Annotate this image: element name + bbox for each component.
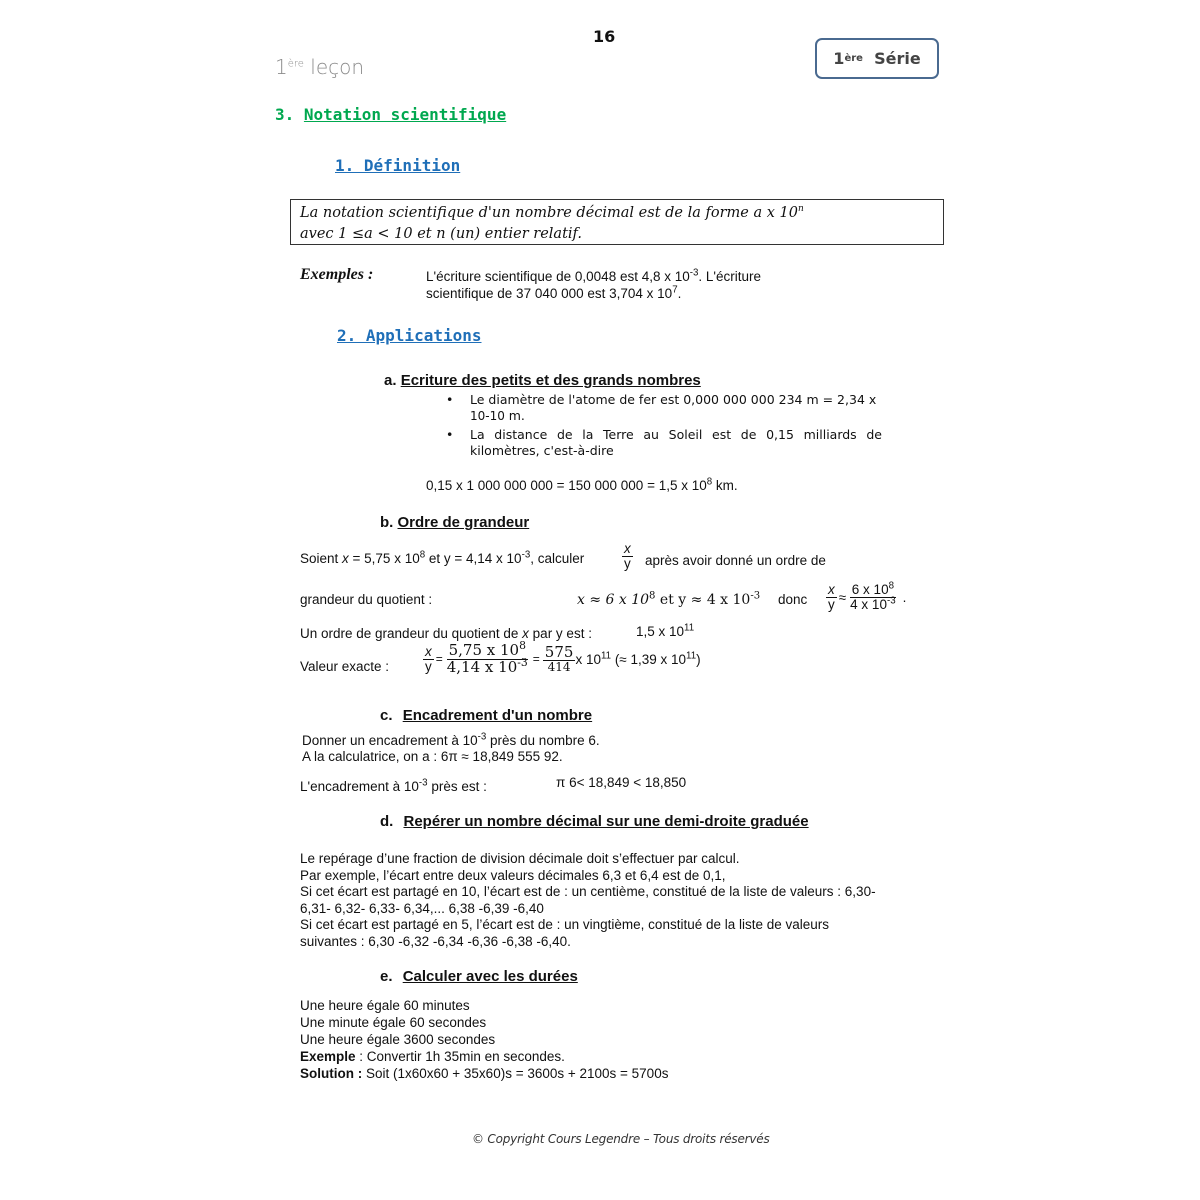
ex-sup: -3: [689, 267, 699, 279]
ex-text: scientifique de 37 040 000 est 3,704 x 10: [426, 286, 673, 301]
calc-line: [426, 478, 738, 493]
denominator: 4 x 10: [850, 597, 887, 613]
numerator: 575: [544, 642, 574, 661]
c-line-2: A la calculatrice, on a : 6π ≈ 18,849 555 92.: [302, 749, 563, 764]
donc-word: donc: [778, 592, 808, 607]
e-line: Une minute égale 60 secondes: [300, 1015, 487, 1030]
tail-text: ): [696, 651, 701, 667]
bullet-text: Le diamètre de l'atome de fer est 0,000 000 000 234 m = 2,34 x: [470, 392, 877, 407]
bullet-list: [446, 392, 882, 462]
subsection-e-heading: [380, 968, 578, 985]
equals: =: [435, 652, 443, 667]
subsection-title: Ecriture des petits et des grands nombres: [400, 372, 701, 389]
b-text: par y est :: [528, 626, 592, 641]
ex-text: .: [677, 286, 682, 301]
c-text: [302, 733, 600, 765]
subsection-letter: a.: [384, 372, 401, 389]
exact-value-label: Valeur exacte :: [300, 659, 390, 674]
lesson-word: leçon: [303, 55, 365, 79]
lesson-number: 1: [275, 55, 288, 79]
d-paragraph: [300, 851, 930, 950]
solution-text: Soit (1x60x60 + 35x60)s = 3600s + 2100s = 5700s: [362, 1066, 669, 1081]
b-text: et y = 4,14 x 10: [425, 551, 522, 566]
fraction: [848, 580, 897, 613]
e-solution-line: [300, 1065, 930, 1082]
page-number: 16: [593, 27, 616, 46]
equals: =: [532, 652, 540, 667]
bullet-text: 10-10: [470, 409, 509, 423]
order-of-magnitude-value: [636, 624, 694, 639]
subsection-title: Repérer un nombre décimal sur une demi-droite graduée: [403, 813, 809, 830]
d-line: suivantes : 6,30 -6,32 -6,34 -6,36 -6,38 -6,40.: [300, 933, 571, 949]
denominator: 414: [547, 660, 571, 675]
sup: 11: [684, 622, 695, 634]
period: .: [902, 590, 907, 606]
example-line-2: [426, 285, 761, 302]
sup: 8: [519, 639, 526, 652]
bullet-item: [446, 392, 882, 424]
encadrement-value: π 6< 18,849 < 18,850: [556, 775, 687, 790]
approx-values: [577, 592, 760, 608]
ex-text: . L'écriture: [698, 269, 762, 284]
numerator: x: [624, 541, 631, 556]
c-text: L'encadrement à 10: [300, 779, 419, 794]
b-text: = 5,75 x 10: [348, 551, 420, 566]
e-line: Une heure égale 3600 secondes: [300, 1032, 496, 1047]
approx-quotient: [826, 580, 907, 613]
definition-line-1: [300, 203, 943, 224]
sup: -3: [477, 731, 487, 743]
fraction-x-y: [622, 542, 633, 571]
b-var: x: [522, 626, 529, 641]
numerator: x: [828, 582, 835, 597]
subsection-letter: b.: [380, 514, 398, 531]
b-text: Un ordre de grandeur du quotient de: [300, 626, 523, 641]
subsection-title: Encadrement d'un nombre: [402, 707, 593, 724]
ex-sup: 7: [672, 284, 678, 296]
c-text: près est :: [427, 779, 487, 794]
sup: -3: [886, 595, 896, 607]
definition-heading: 1. Définition: [335, 156, 461, 175]
sup: -3: [418, 777, 428, 789]
lesson-sup: ère: [287, 58, 304, 70]
c-text: Donner un encadrement à 10: [302, 733, 478, 748]
denominator: y: [624, 556, 631, 572]
b-line-3: [300, 626, 592, 641]
d-line: Si cet écart est partagé en 10, l’écart est de : un centième, constitué de la liste de valeurs : 6,30-: [300, 884, 876, 899]
section-heading: [275, 105, 506, 124]
examples-text: [426, 268, 761, 302]
section-title: Notation scientifique: [303, 105, 507, 124]
definition-sup: n: [797, 204, 804, 215]
serie-word: Série: [862, 49, 921, 68]
sup: 8: [888, 580, 894, 592]
denominator: 4,14 x 10: [446, 657, 518, 676]
solution-label: Solution :: [300, 1066, 363, 1081]
c-line-1: [302, 733, 600, 749]
definition-box: [290, 199, 944, 245]
ex-text: L'écriture scientifique de 0,0048 est 4,8 x 10: [426, 269, 690, 284]
exact-value-expression: [423, 639, 701, 676]
fraction: [622, 542, 633, 571]
b-var: x: [342, 551, 349, 566]
c-line-3: [300, 779, 487, 794]
calc-text: km.: [712, 478, 738, 493]
section-number: 3.: [275, 105, 304, 124]
calc-text: 0,15 x 1 000 000 000 = 150 000 000 = 1,5 x 10: [426, 478, 707, 493]
serie-number: 1: [833, 49, 845, 68]
d-line: Par exemple, l’écart entre deux valeurs décimales 6,3 et 6,4 est de 0,1,: [300, 867, 726, 883]
d-line: 6,31- 6,32- 6,33- 6,34,... 6,38 -6,39 -6,40: [300, 900, 544, 916]
subsection-letter: e.: [380, 968, 397, 985]
c-text: près du nombre 6.: [486, 733, 600, 748]
approx-text: x ≈ 6 x 10: [577, 592, 650, 608]
bullet-text: m.: [508, 408, 525, 423]
serie-badge: 1 ère Série: [815, 38, 939, 79]
b-text: , calculer: [530, 551, 585, 566]
subsection-title: Ordre de grandeur: [397, 514, 530, 531]
applications-heading: 2. Applications: [337, 326, 482, 345]
b-sup: 8: [419, 549, 426, 561]
fraction: [445, 639, 530, 676]
approx-sup: 8: [649, 590, 656, 602]
definition-text: La notation scientifique d'un nombre décimal est de la forme a x 10: [300, 205, 798, 221]
lesson-label: [275, 55, 364, 79]
value: 1,5 x 10: [636, 624, 685, 639]
b-line-1: [300, 551, 584, 566]
fraction: [423, 645, 434, 674]
e-example-line: [300, 1048, 930, 1065]
subsection-b-heading: [380, 514, 529, 531]
d-line: Le repérage d’une fraction de division décimale doit s’effectuer par calcul.: [300, 851, 740, 866]
subsection-letter: d.: [380, 813, 398, 830]
fraction: [826, 583, 837, 612]
approx-symbol: ≈: [838, 590, 847, 606]
subsection-title: Calculer avec les durées: [402, 968, 578, 985]
b-line-1-end: après avoir donné un ordre de: [645, 553, 826, 568]
e-line: Une heure égale 60 minutes: [300, 998, 470, 1013]
exact-tail: [575, 652, 700, 667]
b-line-2: grandeur du quotient :: [300, 592, 433, 607]
calc-sup: 8: [706, 476, 713, 488]
denominator: y: [425, 658, 432, 674]
d-line: Si cet écart est partagé en 5, l’écart est de : un vingtième, constitué de la liste de valeurs: [300, 917, 830, 932]
approx-sup: -3: [750, 590, 761, 602]
e-paragraph: [300, 997, 930, 1082]
example-line-1: [426, 268, 761, 285]
copyright-footer: © Copyright Cours Legendre – Tous droits réservés: [472, 1132, 770, 1146]
numerator: 5,75 x 10: [448, 641, 520, 659]
sup: 11: [686, 650, 697, 662]
approx-text: et y ≈ 4 x 10: [655, 592, 751, 608]
subsection-a-heading: [384, 372, 701, 389]
subsection-letter: c.: [380, 707, 397, 724]
denominator: y: [828, 597, 835, 613]
example-text: : Convertir 1h 35min en secondes.: [355, 1049, 565, 1064]
fraction: [543, 642, 576, 675]
sup: -3: [517, 655, 528, 669]
b-text: Soient: [300, 551, 343, 566]
numerator: 6 x 10: [851, 582, 889, 597]
tail-text: (≈ 1,39 x 10: [611, 651, 687, 667]
numerator: x: [425, 643, 432, 659]
tail-text: x 10: [575, 651, 601, 667]
b-sup: -3: [521, 549, 531, 561]
subsection-d-heading: [380, 813, 809, 830]
examples-label: Exemples :: [300, 266, 374, 283]
subsection-c-heading: [380, 707, 592, 724]
definition-line-2: avec 1 ≤a < 10 et n (un) entier relatif.: [300, 226, 582, 242]
sup: 11: [600, 650, 612, 662]
example-label: Exemple: [300, 1049, 356, 1064]
bullet-text: La distance de la Terre au Soleil est de 0,15 milliards de kilomètres, c'est-à-dire: [470, 427, 882, 458]
bullet-item: [446, 427, 882, 459]
